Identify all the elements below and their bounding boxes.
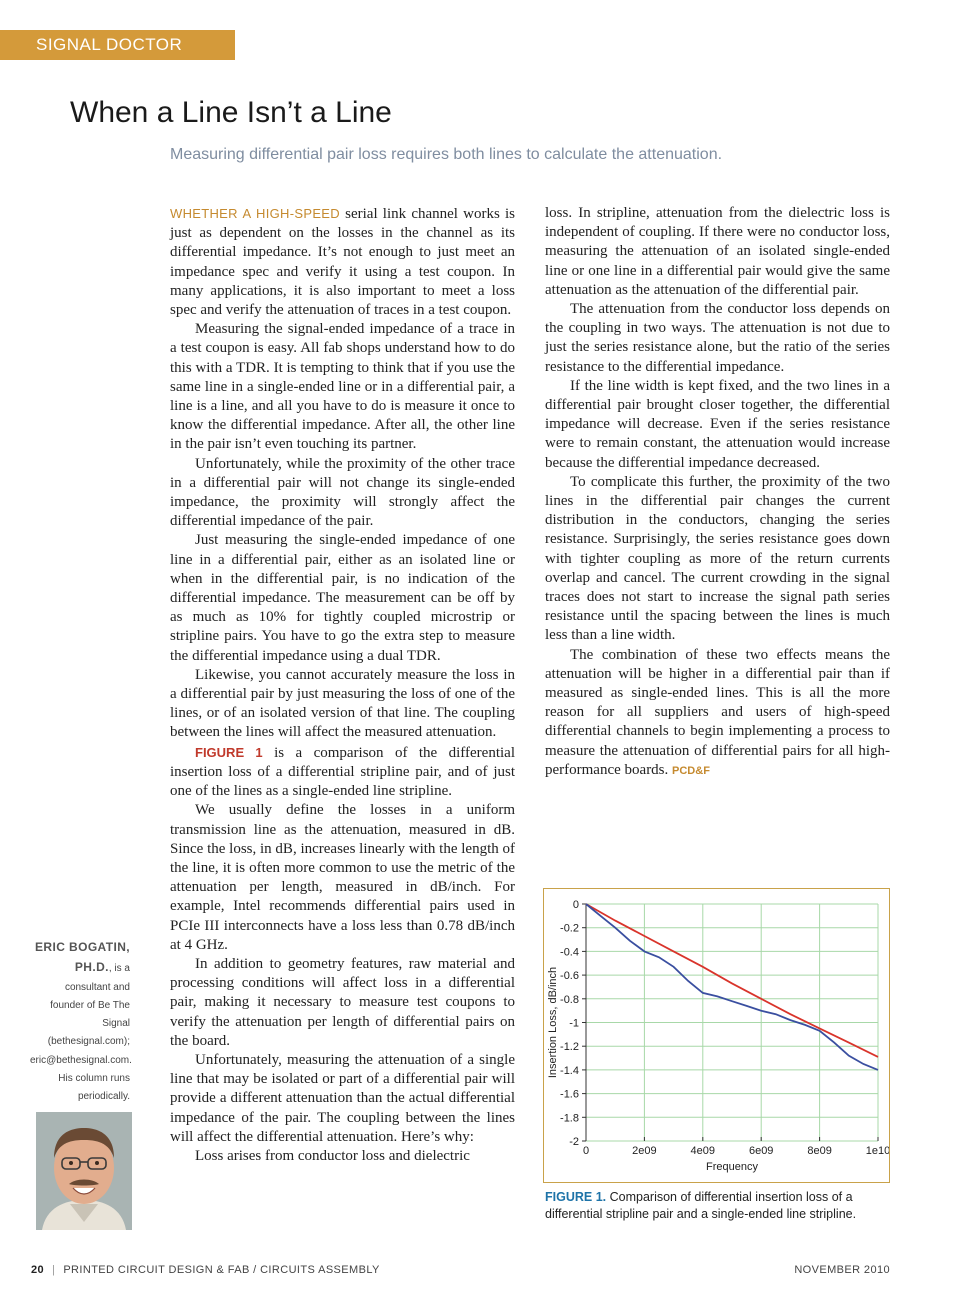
- paragraph: In addition to geometry features, raw material and processing conditions will affect loss in a differential pair, making it necessary to measure test coupons to verify the attenuation per length of differential pairs on the board.: [170, 955, 515, 1049]
- paragraph: Unfortunately, while the proximity of the other trace in a differential pair will not change its single-ended impedance, the proximity will strongly affect the differential impedance of the pair.: [170, 455, 515, 530]
- author-bio-text: , is a consultant and founder of Be The Signal (bethesignal.com); eric@bethesignal.com. His column runs periodically.: [30, 963, 132, 1103]
- paragraph: Just measuring the single-ended impedance of one line in a differential pair, either as an isolated line or when in the differential pair, is no indication of the differential impedance. The measurement can be off by as much as 10% for tightly coupled microstrip or stripline pairs. You have to go the extra step to measure the differential impedance using a dual TDR.: [170, 532, 515, 664]
- x-tick-label: 2e09: [632, 1145, 657, 1157]
- x-tick-label: 0: [582, 1145, 590, 1157]
- article-title: When a Line Isn’t a Line: [70, 96, 392, 129]
- x-tick-label: 4e09: [690, 1145, 716, 1157]
- y-tick-label: -0.2: [560, 922, 579, 935]
- paragraph: [170, 743, 515, 802]
- x-tick-label: 8e09: [807, 1145, 832, 1157]
- x-tick-label: 6e09: [748, 1145, 774, 1157]
- paragraph: Measuring the signal-ended impedance of a trace in a test coupon is easy. All fab shops understand how to do this with a TDR. It is tempting to think that if you use the same line in a single-ended line or in a differential pair, a line is a line, and all you have to do is measure it once to know the differential impedance. After all, the other line in the pair isn’t even touching its partner.: [170, 321, 515, 453]
- y-tick-label: -1.4: [560, 1064, 579, 1077]
- paragraph-text: The combination of these two effects means the attenuation will be higher in a differential pair than if measured as single-ended lines. This is all the more reason for all suppliers and users of high-speed differential channels to begin implementing a process to measure the attenuation of differential pairs for all high-performance boards.: [545, 646, 890, 778]
- paragraph: The attenuation from the conductor loss depends on the coupling in two ways. The attenuation is not due to just the series resistance alone, but the ratio of the series resistance to the differential impedance.: [545, 301, 890, 375]
- paragraph: We usually define the losses in a uniform transmission line as the attenuation, measured in dB. Since the loss, in dB, increases linearly with the length of the line, it is often more common to use the metric of the attenuation per length, measured in dB/inch. For example, Intel recommends differential pairs used in PCIe III interconnects have a loss less than 0.78 dB/inch at 4 GHz.: [170, 802, 515, 953]
- y-tick-label: -0.4: [560, 946, 579, 959]
- issue-date: NOVEMBER 2010: [794, 1264, 890, 1276]
- footer-left: [31, 1264, 380, 1276]
- author-bio: [30, 938, 130, 1107]
- figure-caption: [545, 1189, 885, 1223]
- body-column-1: [170, 204, 515, 1166]
- figure-caption-label: FIGURE 1.: [545, 1190, 607, 1204]
- y-tick-label: 0: [572, 899, 579, 911]
- author-degree: PH.D.: [74, 960, 109, 975]
- footer-separator: |: [52, 1264, 56, 1276]
- paragraph: [170, 204, 515, 320]
- article-subtitle: Measuring differential pair loss requires both lines to calculate the attenuation.: [170, 146, 723, 163]
- y-tick-label: -0.8: [560, 993, 579, 1006]
- paragraph: Likewise, you cannot accurately measure the loss in a differential pair by just measuring the loss of one of the lines, or of an isolated version of that line. The coupling between the lines will affect the measured attenuation.: [170, 666, 515, 741]
- body-column-2: [545, 204, 890, 781]
- page-number: 20: [31, 1264, 45, 1276]
- y-tick-label: -2: [569, 1136, 579, 1148]
- paragraph: [545, 646, 890, 781]
- end-mark: PCD&F: [672, 764, 710, 777]
- y-tick-label: -1.8: [560, 1112, 579, 1125]
- figure-caption-text: Comparison of differential insertion loss of a differential stripline pair and a single-ended line stripline.: [545, 1190, 857, 1221]
- insertion-loss-chart: [544, 889, 889, 1182]
- y-tick-label: -0.6: [560, 970, 579, 983]
- y-tick-label: -1.6: [560, 1088, 579, 1101]
- author-photo: [36, 1112, 132, 1230]
- section-tag: SIGNAL DOCTOR: [0, 30, 235, 60]
- figure-reference: FIGURE 1: [195, 744, 263, 760]
- author-name: ERIC BOGATIN,: [35, 940, 130, 954]
- paragraph: To complicate this further, the proximity of the two lines in the differential pair changes the current distribution in the conductors, changing the series resistance. Surprisingly, the series resistance goes down with tighter coupling as more of the return currents overlap and cancel. The current crowding in the signal traces does not start to increase the signal path series resistance until the spacing between the lines is much less than a line width.: [545, 473, 890, 644]
- chart-y-axis-label: Insertion Loss, dB/inch: [547, 966, 559, 1079]
- y-tick-label: -1.2: [560, 1041, 579, 1054]
- paragraph: loss. In stripline, attenuation from the dielectric loss is independent of coupling. If there were no conductor loss, measuring the attenuation of an isolated single-ended line or one line in a differential pair would give the same attenuation as the attenuation of the differential pair.: [545, 205, 890, 298]
- paragraph: Loss arises from conductor loss and dielectric: [195, 1147, 470, 1164]
- paragraph-text: is a comparison of the differential insertion loss of a differential stripline pair, and of just one of the lines as a single-ended line stripline.: [170, 744, 515, 800]
- lead-in: WHETHER A HIGH-SPEED: [170, 206, 340, 221]
- y-tick-label: -1: [569, 1017, 579, 1030]
- x-tick-label: 1e10: [865, 1145, 889, 1157]
- chart-x-axis-label: Frequency: [706, 1161, 758, 1173]
- figure-1: [543, 888, 890, 1183]
- paragraph-text: serial link channel works is just as dependent on the losses in the channel as its differential impedance. It’s not enough to just meet an impedance spec and verify it using a test coupon. In many applications, it is also important to meet a loss spec and verify the attenuation of traces in a test coupon.: [170, 206, 515, 319]
- paragraph: Unfortunately, measuring the attenuation of a single line that may be isolated or part of a differential pair will provide a different attenuation than the actual differential impedance of the pair. The coupling between the lines will affect the differential attenuation. Here’s why:: [170, 1051, 515, 1145]
- paragraph: If the line width is kept fixed, and the two lines in a differential pair brought closer together, the differential impedance will decrease. Even if the series resistance were to remain constant, the attenuation would increase because the differential impedance decreased.: [545, 377, 890, 471]
- publication-name: PRINTED CIRCUIT DESIGN & FAB / CIRCUITS ASSEMBLY: [63, 1264, 380, 1276]
